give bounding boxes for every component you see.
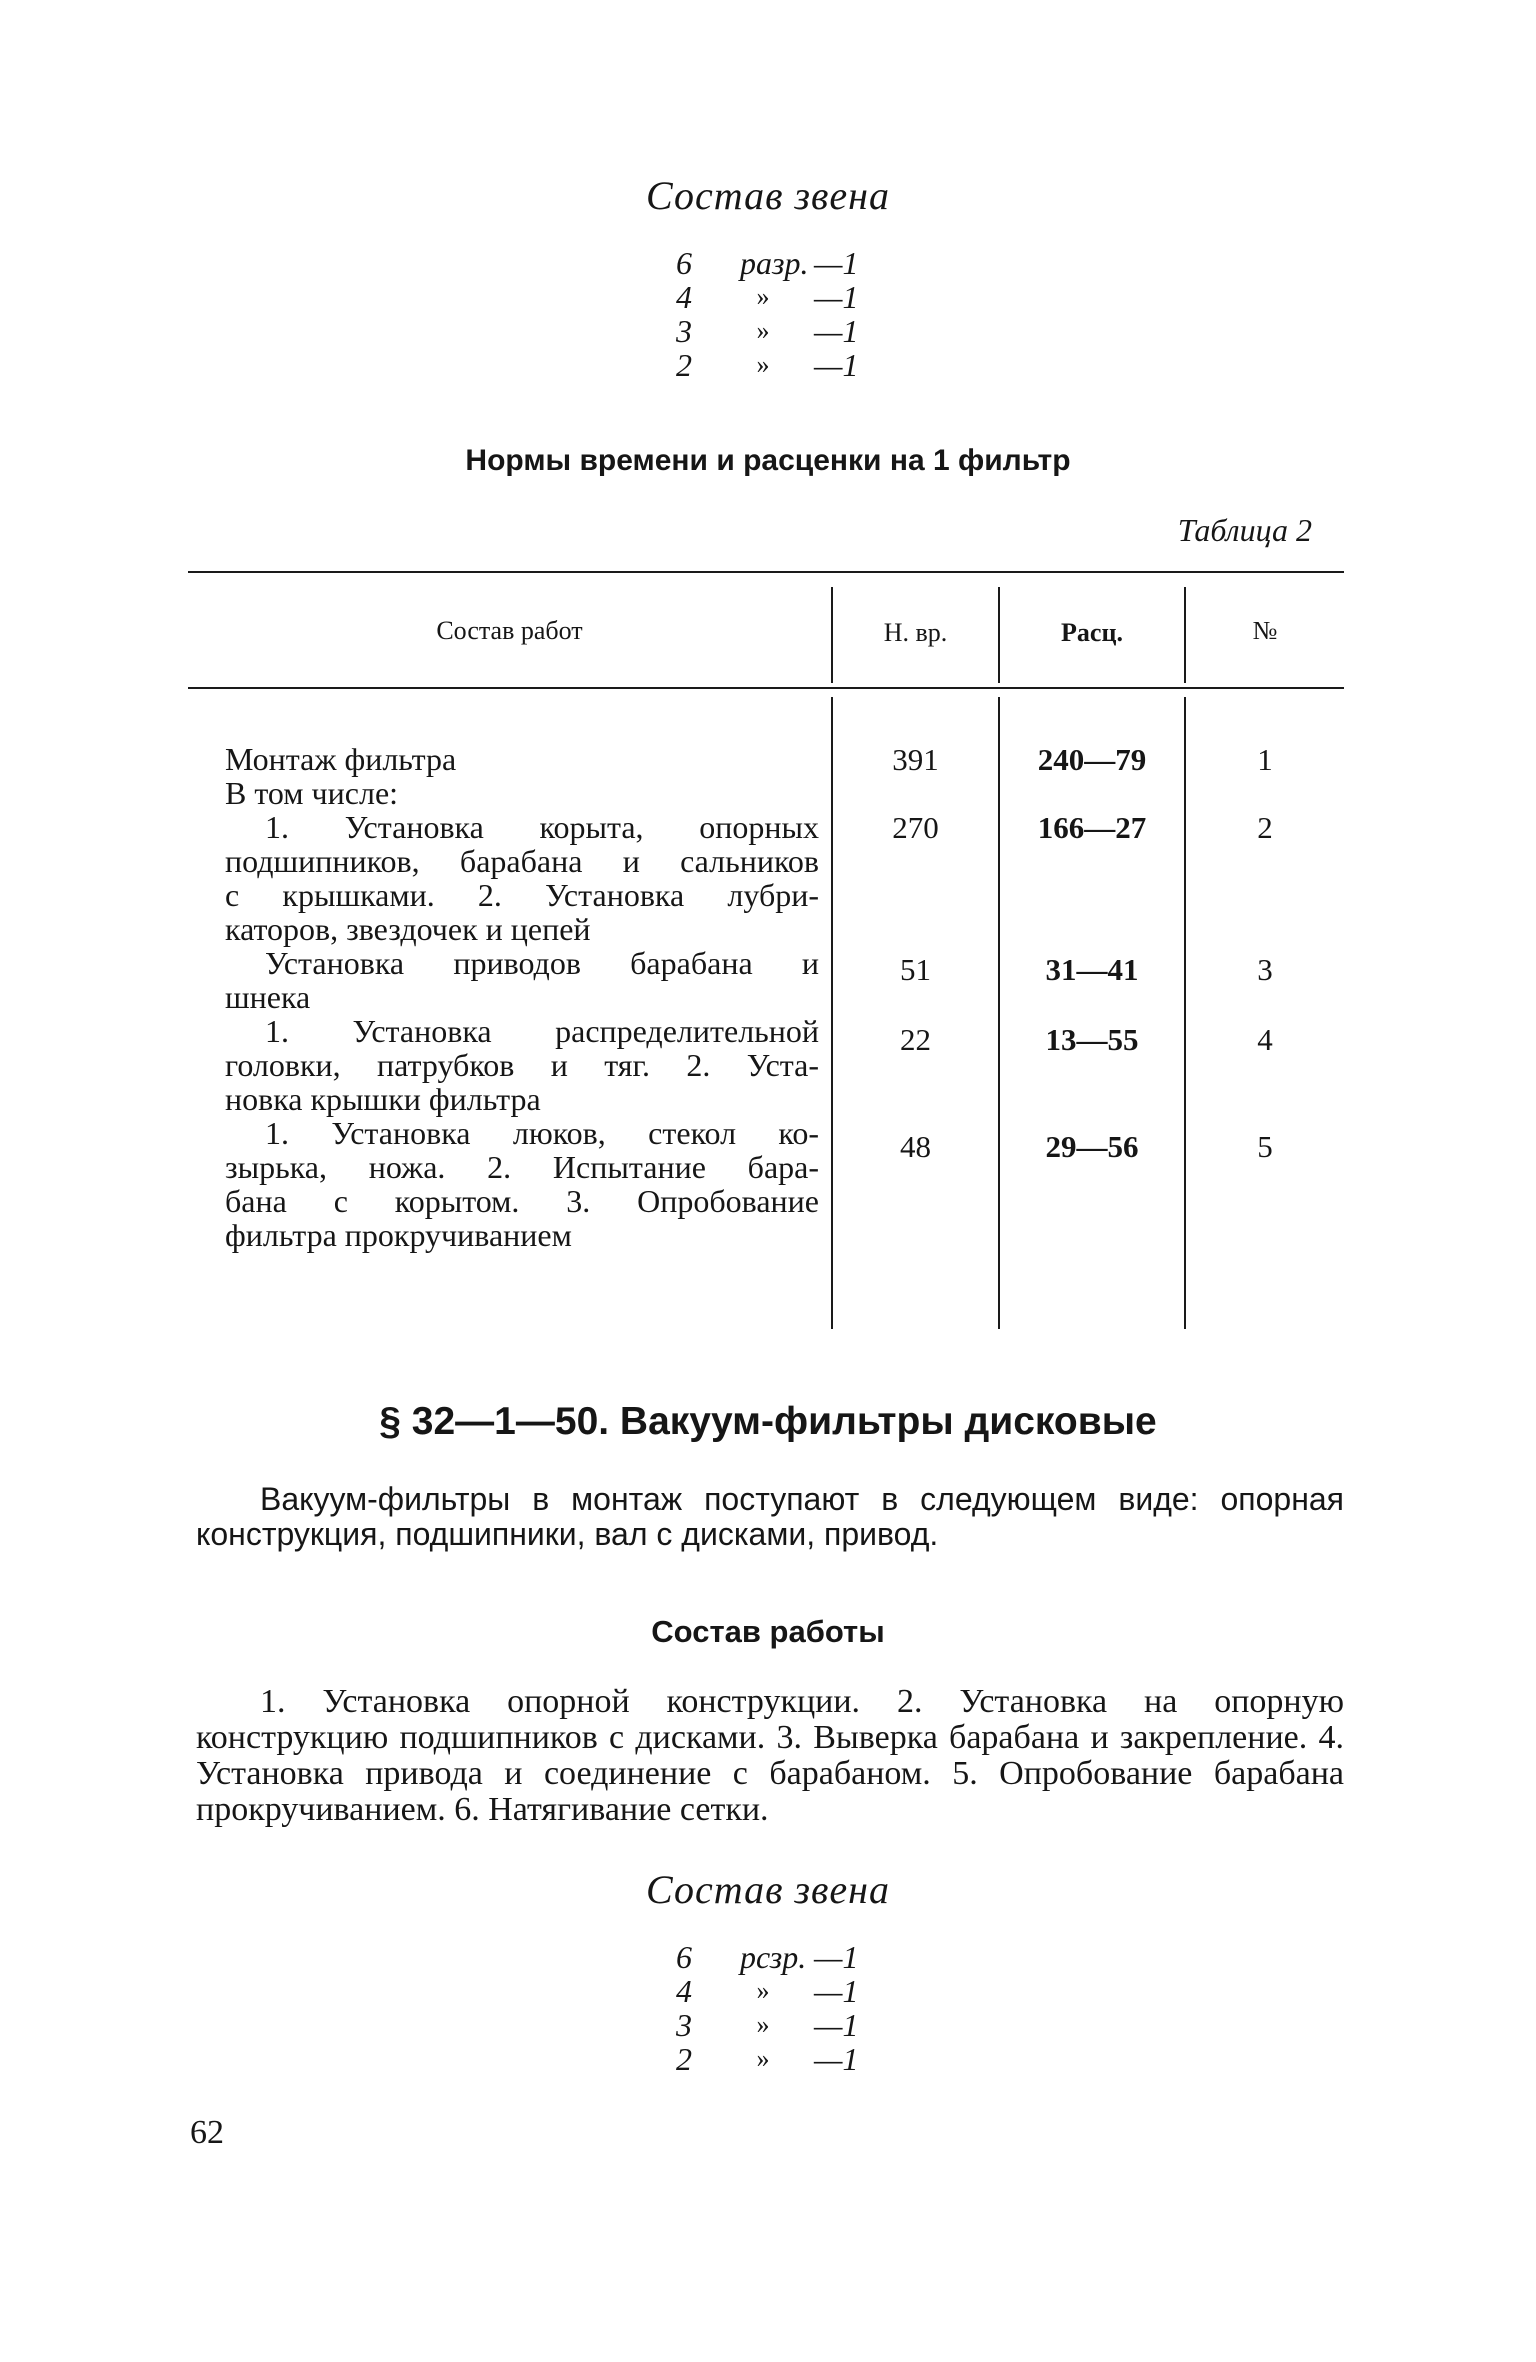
crew-count: —1 (814, 2041, 859, 2077)
crew-count: —1 (814, 1939, 859, 1975)
crew-qualifier: » (756, 2010, 770, 2039)
crew-row (676, 314, 864, 348)
work-line: шнека (225, 979, 311, 1015)
time-norm-cell: 22 (900, 1022, 931, 1057)
crew-qualifier: » (756, 282, 770, 311)
crew-row (676, 1940, 864, 1974)
rate-cell: 13—55 (1045, 1022, 1139, 1057)
time-norm-cell: 391 (892, 742, 939, 777)
crew-list-bottom (676, 1940, 864, 2076)
time-norm-cell: 48 (900, 1129, 931, 1164)
work-line: новка крышки фильтра (225, 1081, 541, 1117)
crew-grade: 6 (676, 245, 692, 281)
crew-count: —1 (814, 279, 859, 315)
table-caption: Таблица 2 (1177, 512, 1312, 548)
crew-row (676, 2008, 864, 2042)
rate-cell: 240—79 (1037, 742, 1147, 777)
rate-cell: 166—27 (1037, 810, 1147, 845)
rate-cell: 31—41 (1045, 952, 1139, 987)
crew-qualifier: » (756, 2044, 770, 2073)
time-norm-cell: 270 (892, 810, 939, 845)
crew-grade: 4 (676, 1973, 692, 2009)
crew-qualifier: рсзр. (740, 1939, 807, 1975)
row-number-cell: 4 (1257, 1022, 1273, 1057)
row-number-cell: 3 (1257, 952, 1273, 987)
crew-count: —1 (814, 347, 859, 383)
crew-title-bottom: Состав звена (645, 1867, 890, 1912)
rate-cell: 29—56 (1045, 1129, 1139, 1164)
crew-count: —1 (814, 313, 859, 349)
work-line: подшипников, барабана и сальников (225, 843, 819, 879)
intro-paragraph: Вакуум-фильтры в монтаж поступают в следующем виде: опорная конструкция, подшипники, вал с дисками, привод. (196, 1481, 1344, 1552)
header-work: Состав работ (436, 616, 583, 645)
crew-qualifier: разр. (740, 245, 809, 281)
crew-grade: 4 (676, 279, 692, 315)
crew-row (676, 280, 864, 314)
work-paragraph: 1. Установка опорной конструкции. 2. Установка на опорную конструкцию подшипников с дисками. 3. Выверка барабана и закрепление. 4. Установка привода и соединение с барабаном. 5. Опробование барабана прокручиванием. 6. Натягивание сетки. (196, 1683, 1344, 1828)
work-line: Установка приводов барабана и (265, 945, 819, 981)
header-number: № (1252, 616, 1278, 645)
norms-heading: Нормы времени и расценки на 1 фильтр (465, 444, 1071, 477)
crew-qualifier: » (756, 1976, 770, 2005)
crew-count: —1 (814, 245, 859, 281)
work-line: 1. Установка корыта, опорных (265, 809, 819, 845)
crew-qualifier: » (756, 350, 770, 379)
crew-grade: 3 (676, 313, 692, 349)
col-divider (831, 697, 833, 1329)
work-line: бана с корытом. 3. Опробование (225, 1183, 819, 1219)
table-header-rule (188, 687, 1344, 689)
crew-title-top: Состав звена (645, 173, 890, 218)
crew-row (676, 348, 864, 382)
work-line: В том числе: (225, 775, 399, 811)
work-line: с крышками. 2. Установка лубри- (225, 877, 819, 913)
work-line: 1. Установка распределительной (265, 1013, 819, 1049)
crew-qualifier: » (756, 316, 770, 345)
work-line: каторов, звездочек и цепей (225, 911, 591, 947)
crew-row (676, 2042, 864, 2076)
work-line: Монтаж фильтра (225, 741, 457, 777)
crew-row (676, 1974, 864, 2008)
work-line: головки, патрубков и тяг. 2. Уста- (225, 1047, 819, 1083)
crew-grade: 3 (676, 2007, 692, 2043)
table-top-rule (188, 571, 1344, 573)
crew-grade: 6 (676, 1939, 692, 1975)
crew-row (676, 246, 864, 280)
crew-count: —1 (814, 2007, 859, 2043)
time-norm-cell: 51 (900, 952, 931, 987)
header-time: Н. вр. (883, 618, 948, 647)
header-rate: Расц. (1061, 618, 1123, 647)
row-number-cell: 5 (1257, 1129, 1273, 1164)
work-line: фильтра прокручиванием (225, 1217, 572, 1253)
col-divider (998, 697, 1000, 1329)
crew-count: —1 (814, 1973, 859, 2009)
row-number-cell: 1 (1257, 742, 1273, 777)
work-line: 1. Установка люков, стекол ко- (265, 1115, 819, 1151)
crew-grade: 2 (676, 347, 692, 383)
crew-grade: 2 (676, 2041, 692, 2077)
col-divider (1184, 697, 1186, 1329)
page-number: 62 (190, 2114, 224, 2151)
work-description-column (225, 742, 819, 1252)
crew-list-top (676, 246, 864, 382)
work-heading: Состав работы (651, 1614, 885, 1649)
section-title: § 32—1—50. Вакуум-фильтры дисковые (379, 1400, 1157, 1443)
work-line: зырька, ножа. 2. Испытание бара- (225, 1149, 819, 1185)
row-number-cell: 2 (1257, 810, 1273, 845)
